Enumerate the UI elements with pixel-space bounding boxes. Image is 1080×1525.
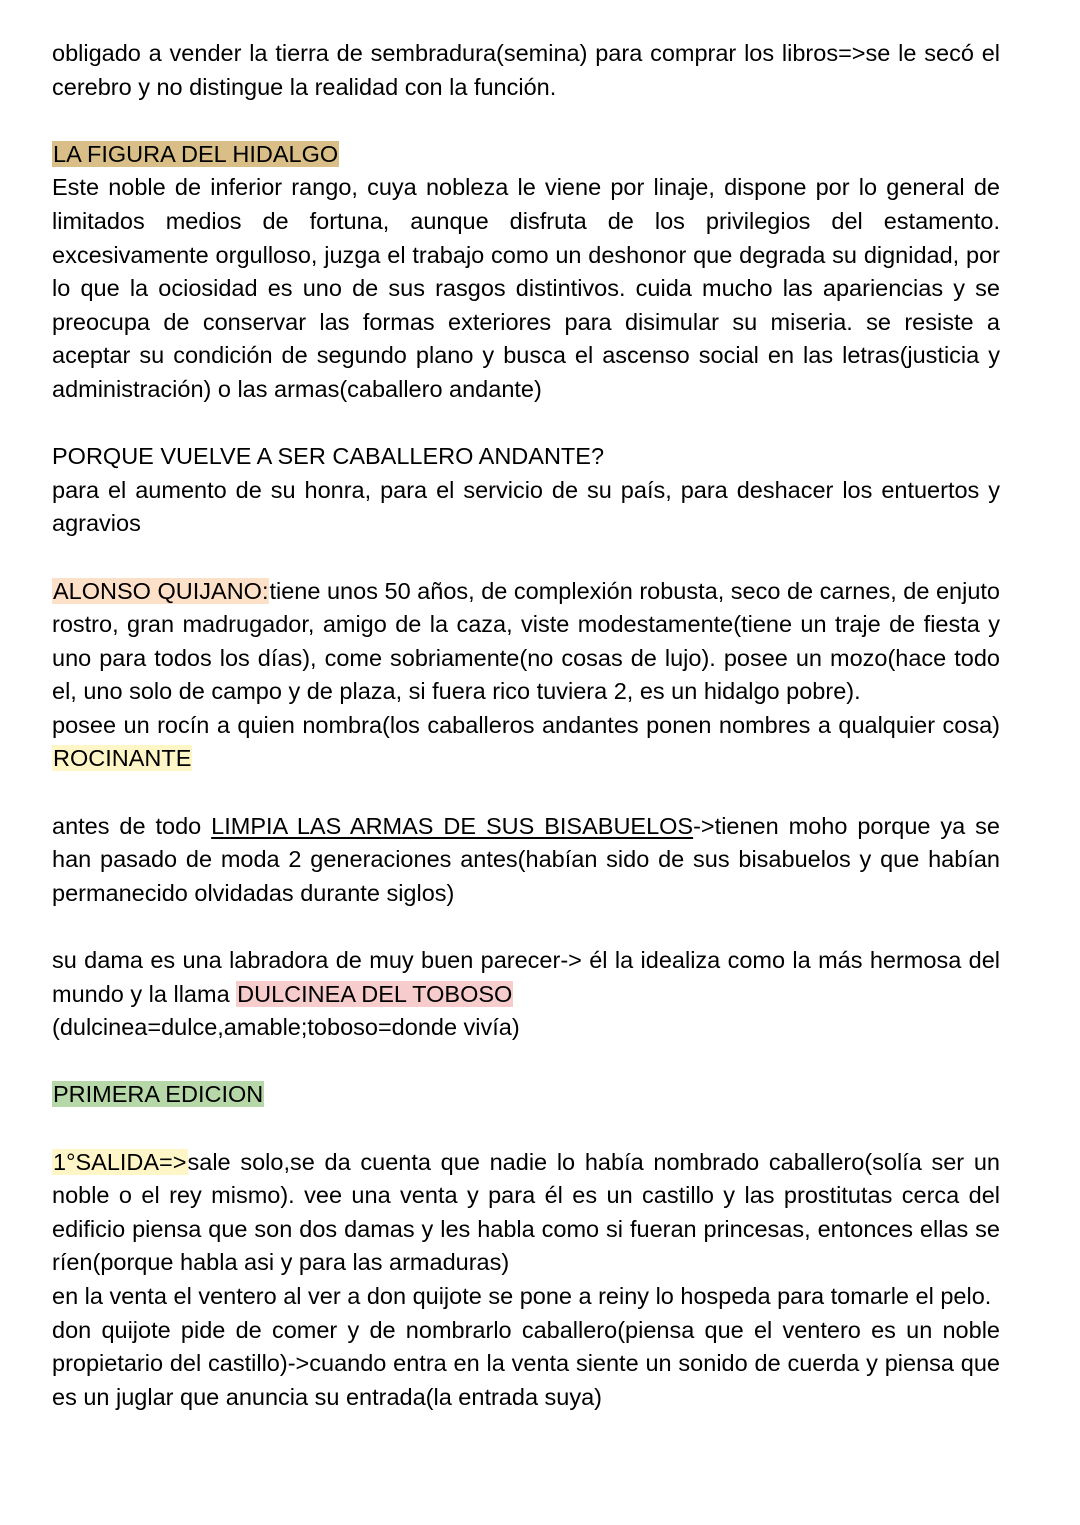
- question-caballero-andante: PORQUE VUELVE A SER CABALLERO ANDANTE?: [52, 443, 605, 470]
- paragraph-primera-salida: 1°SALIDA=>sale solo,se da cuenta que nadie lo había nombrado caballero(solía ser un noble o el rey mismo). vee una venta y para él es un castillo y las prostitutas cerca del edificio piensa que son dos damas y les habla como si fueran princesas, entonces ellas se ríen(porque habla asi y para las armaduras): [52, 1148, 1000, 1276]
- spacer: [52, 776, 1000, 810]
- spacer: [52, 541, 1000, 575]
- highlight-hidalgo: LA FIGURA DEL HIDALGO: [53, 140, 339, 167]
- paragraph-respuesta: para el aumento de su honra, para el servicio de su país, para deshacer los entuertos y agravios: [52, 476, 1000, 537]
- highlight-rocinante: ROCINANTE: [53, 745, 192, 772]
- highlight-alonso-quijano: ALONSO QUIJANO:: [53, 577, 269, 604]
- paragraph-venta: en la venta el ventero al ver a don quijote se pone a reiny lo hospeda para tomarle el pelo.: [52, 1282, 992, 1309]
- paragraph-alonso-quijano: ALONSO QUIJANO:tiene unos 50 años, de complexión robusta, seco de carnes, de enjuto rostro, gran madrugador, amigo de la caza, viste modestamente(tiene un traje de fiesta y uno para todos los días), come sobriamente(no cosas de lujo). posee un mozo(hace todo el, uno solo de campo y de plaza, si fuera rico tuviera 2, es un hidalgo pobre).: [52, 577, 1000, 705]
- spacer: [52, 407, 1000, 441]
- heading-primera-edicion: [52, 1078, 1000, 1112]
- spacer: [52, 1045, 1000, 1079]
- paragraph-libros: obligado a vender la tierra de sembradura(semina) para comprar los libros=>se le secó el cerebro y no distingue la realidad con la función.: [52, 40, 1000, 100]
- paragraph-dama: su dama es una labradora de muy buen parecer-> él la idealiza como la más hermosa del mundo y la llama DULCINEA DEL TOBOSO: [52, 947, 1000, 1007]
- spacer: [52, 1112, 1000, 1146]
- paragraph-armas: antes de todo LIMPIA LAS ARMAS DE SUS BISABUELOS->tienen moho porque ya se han pasado de moda 2 generaciones antes(habían sido de sus bisabuelos y que habían permanecido olvidadas durante siglos): [52, 812, 1000, 906]
- spacer: [52, 910, 1000, 944]
- paragraph-comer: don quijote pide de comer y de nombrarlo caballero(piensa que el ventero es un noble propietario del castillo)->cuando entra en la venta siente un sonido de cuerda y piensa que es un juglar que anuncia su entrada(la entrada suya): [52, 1316, 1000, 1410]
- spacer: [52, 104, 1000, 138]
- paragraph-rocin: posee un rocín a quien nombra(los caballeros andantes ponen nombres a qualquier cosa) ROCINANTE: [52, 711, 1000, 772]
- heading-figura-hidalgo: [52, 138, 1000, 172]
- paragraph-dulcinea-def: (dulcinea=dulce,amable;toboso=donde vivía): [52, 1014, 520, 1041]
- highlight-dulcinea: DULCINEA DEL TOBOSO: [237, 980, 513, 1007]
- underlined-limpia-armas: LIMPIA LAS ARMAS DE SUS BISABUELOS: [211, 812, 694, 839]
- highlight-primera-edicion: PRIMERA EDICION: [53, 1081, 264, 1108]
- highlight-salida: 1°SALIDA=>: [53, 1148, 187, 1175]
- paragraph-hidalgo: Este noble de inferior rango, cuya nobleza le viene por linaje, dispone por lo general de limitados medios de fortuna, aunque disfruta de los privilegios del estamento. excesivamente orgulloso, juzga el trabajo como un deshonor que degrada su dignidad, por lo que la ociosidad es uno de sus rasgos distintivos. cuida mucho las apariencias y se preocupa de conservar las formas exteriores para disimular su miseria. se resiste a aceptar su condición de segundo plano y busca el ascenso social en las letras(justicia y administración) o las armas(caballero andante): [52, 174, 1000, 402]
